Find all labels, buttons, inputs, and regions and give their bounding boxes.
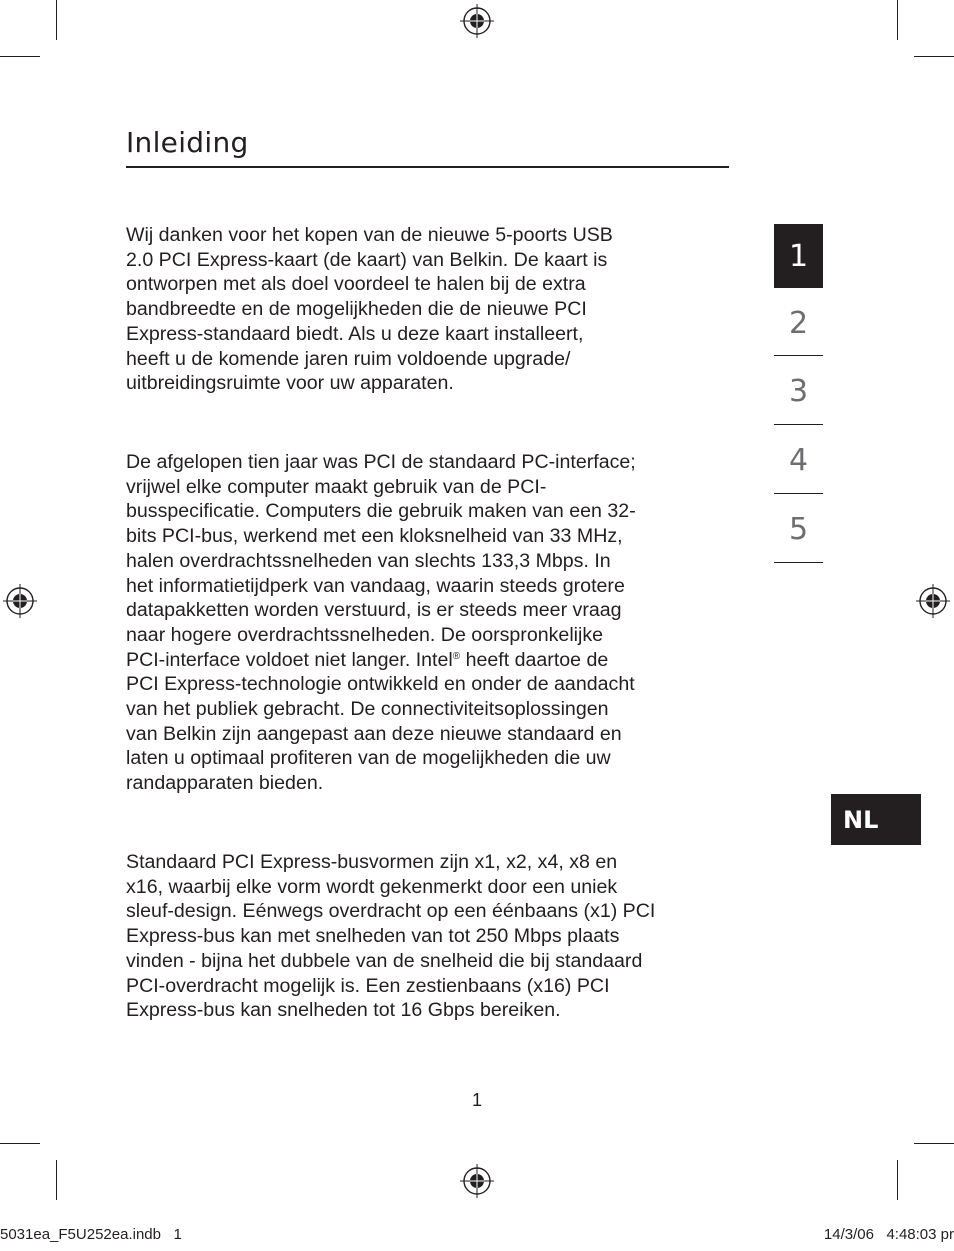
text-line: PCI-overdracht mogelijk is. Een zestienbaans (x16) PCI [126, 974, 610, 997]
text-line: PCI Express-technologie ontwikkeld en onder de aandacht [126, 673, 635, 696]
text-line: het informatietijdperk van vandaag, waarin steeds grotere [126, 574, 625, 597]
text-line: randapparaten bieden. [126, 772, 324, 795]
language-tab: NL [831, 794, 921, 845]
slug-filename: 5031ea_F5U252ea.indb 1 [0, 1226, 182, 1243]
registration-mark-icon [460, 1164, 494, 1198]
text-line: naar hogere overdrachtssnelheden. De oorspronkelijke [126, 623, 604, 646]
text-line: Wij danken voor het kopen van de nieuwe 5-poorts USB [126, 224, 613, 246]
chapter-tabs [774, 224, 823, 565]
text-line: halen overdrachtssnelheden van slechts 133,3 Mbps. In [126, 549, 611, 572]
text-line: van het publiek gebracht. De connectiviteitsoplossingen [126, 698, 609, 721]
crop-mark [897, 0, 898, 40]
crop-mark [897, 1160, 898, 1200]
text-line: Express-bus kan met snelheden van tot 250 Mbps plaats [126, 925, 620, 948]
chapter-tab-4[interactable]: 4 [774, 427, 823, 494]
text-line: 2.0 PCI Express-kaart (de kaart) van Belkin. De kaart is [126, 248, 608, 271]
bus-forms-paragraph [126, 850, 736, 1023]
text-line: Express-bus kan snelheden tot 16 Gbps bereiken. [126, 999, 561, 1022]
crop-mark [56, 0, 57, 40]
slug-timestamp: 14/3/06 4:48:03 pr [823, 1226, 954, 1243]
crop-mark [914, 1143, 954, 1144]
text-line: vinden - bijna het dubbele van de snelheid die bij standaard [126, 949, 643, 972]
text-line: heeft u de komende jaren ruim voldoende upgrade/ [126, 347, 571, 370]
intro-paragraph [126, 223, 736, 396]
chapter-tab-3[interactable]: 3 [774, 358, 823, 425]
registration-mark-icon [916, 584, 950, 618]
text-line: PCI-interface voldoet niet langer. Intel [126, 648, 453, 671]
text-line: busspecificatie. Computers die gebruik maken van een 32- [126, 500, 636, 523]
page-number: 1 [471, 1090, 482, 1110]
title-underline [126, 166, 729, 168]
text-line: De afgelopen tien jaar was PCI de standaard PC-interface; [126, 451, 636, 473]
text-line: ontworpen met als doel voordeel te halen bij de extra [126, 273, 586, 296]
text-line: van Belkin zijn aangepast aan deze nieuwe standaard en [126, 722, 622, 745]
text-line: bits PCI-bus, werkend met een kloksnelheid van 33 MHz, [126, 525, 623, 548]
crop-mark [56, 1160, 57, 1200]
registered-trademark: ® [452, 650, 461, 662]
registration-mark-icon [3, 584, 37, 618]
text-line: Standaard PCI Express-busvormen zijn x1, x2, x4, x8 en [126, 851, 618, 873]
chapter-tab-1[interactable]: 1 [774, 224, 823, 288]
crop-mark [0, 56, 40, 57]
crop-mark [0, 1143, 40, 1144]
history-paragraph [126, 450, 736, 796]
text-line: laten u optimaal profiteren van de mogelijkheden die uw [126, 747, 611, 770]
text-line: vrijwel elke computer maakt gebruik van de PCI- [126, 475, 547, 498]
text-line: sleuf-design. Eénwegs overdracht op een éénbaans (x1) PCI [126, 900, 656, 923]
chapter-tab-2[interactable]: 2 [774, 291, 823, 356]
text-line: uitbreidingsruimte voor uw apparaten. [126, 372, 454, 395]
crop-mark [914, 56, 954, 57]
chapter-tab-5[interactable]: 5 [774, 496, 823, 563]
text-line: heeft daartoe de [460, 648, 609, 671]
registration-mark-icon [460, 4, 494, 38]
text-line: datapakketten worden verstuurd, is er steeds meer vraag [126, 599, 622, 622]
text-line: bandbreedte en de mogelijkheden die de nieuwe PCI [126, 298, 587, 321]
page-title: Inleiding [126, 126, 249, 159]
text-line: Express-standaard biedt. Als u deze kaart installeert, [126, 322, 584, 345]
text-line: x16, waarbij elke vorm wordt gekenmerkt door een uniek [126, 875, 618, 898]
